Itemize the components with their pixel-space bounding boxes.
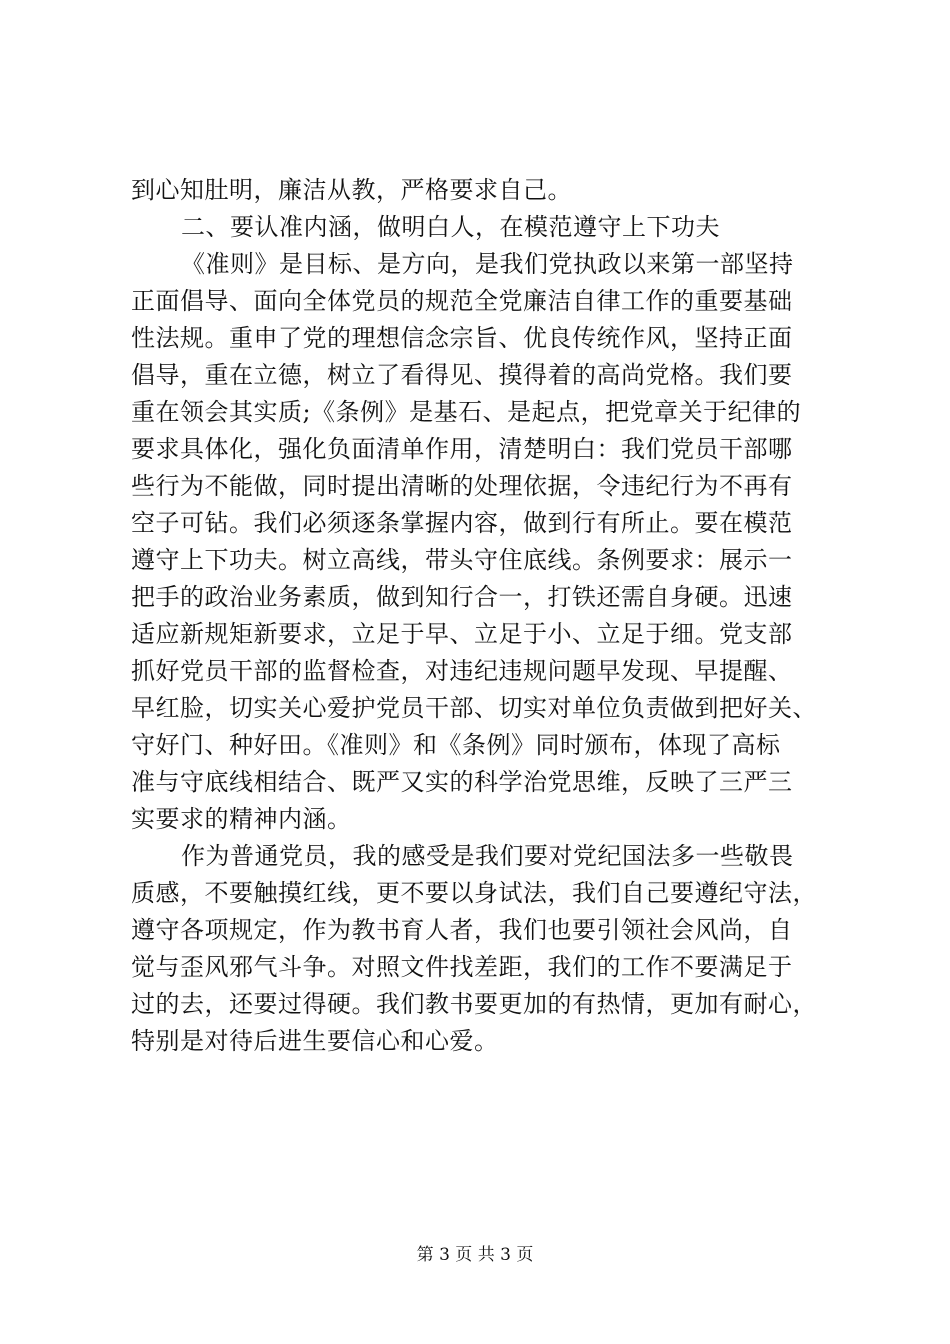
text-line: 性法规。重申了党的理想信念宗旨、优良传统作风，坚持正面 xyxy=(131,324,793,352)
text-line: 实要求的精神内涵。 xyxy=(131,805,352,833)
text-line: 到心知肚明，廉洁从教，严格要求自己。 xyxy=(131,176,572,204)
text-line: 守好门、种好田。《准则》和《条例》同时颁布，体现了高标 xyxy=(131,731,781,759)
text-line: 特别是对待后进生要信心和心爱。 xyxy=(131,1027,499,1055)
text-line: 作为普通党员，我的感受是我们要对党纪国法多一些敬畏 xyxy=(181,842,794,870)
text-line: 正面倡导、面向全体党员的规范全党廉洁自律工作的重要基础 xyxy=(131,287,793,315)
page-footer xyxy=(0,1244,950,1266)
text-line: 倡导，重在立德，树立了看得见、摸得着的高尚党格。我们要 xyxy=(131,361,793,389)
text-line: 抓好党员干部的监督检查，对违纪违规问题早发现、早提醒、 xyxy=(131,657,793,685)
text-line: 准与守底线相结合、既严又实的科学治党思维，反映了三严三 xyxy=(131,768,793,796)
text-line: 些行为不能做，同时提出清晰的处理依据，令违纪行为不再有 xyxy=(131,472,793,500)
text-line: 《准则》是目标、是方向，是我们党执政以来第一部坚持 xyxy=(181,250,794,278)
section-heading: 二、要认准内涵，做明白人，在模范遵守上下功夫 xyxy=(181,213,720,241)
text-line: 过的去，还要过得硬。我们教书要更加的有热情，更加有耐心， xyxy=(131,990,817,1018)
text-line: 觉与歪风邪气斗争。对照文件找差距，我们的工作不要满足于 xyxy=(131,953,793,981)
text-line: 遵守各项规定，作为教书育人者，我们也要引领社会风尚，自 xyxy=(131,916,793,944)
document-body xyxy=(131,172,843,1060)
text-line: 遵守上下功夫。树立高线，带头守住底线。条例要求：展示一 xyxy=(131,546,793,574)
text-line: 空子可钻。我们必须逐条掌握内容，做到行有所止。要在模范 xyxy=(131,509,793,537)
text-line: 早红脸，切实关心爱护党员干部、切实对单位负责做到把好关、 xyxy=(131,694,817,722)
text-line: 质感，不要触摸红线，更不要以身试法，我们自己要遵纪守法， xyxy=(131,879,817,907)
text-line: 重在领会其实质;《条例》是基石、是起点，把党章关于纪律的 xyxy=(131,398,802,426)
text-line: 要求具体化，强化负面清单作用，清楚明白：我们党员干部哪 xyxy=(131,435,793,463)
page-number: 第 3 页 共 3 页 xyxy=(416,1245,534,1265)
text-line: 把手的政治业务素质，做到知行合一，打铁还需自身硬。迅速 xyxy=(131,583,793,611)
text-line: 适应新规矩新要求，立足于早、立足于小、立足于细。党支部 xyxy=(131,620,793,648)
